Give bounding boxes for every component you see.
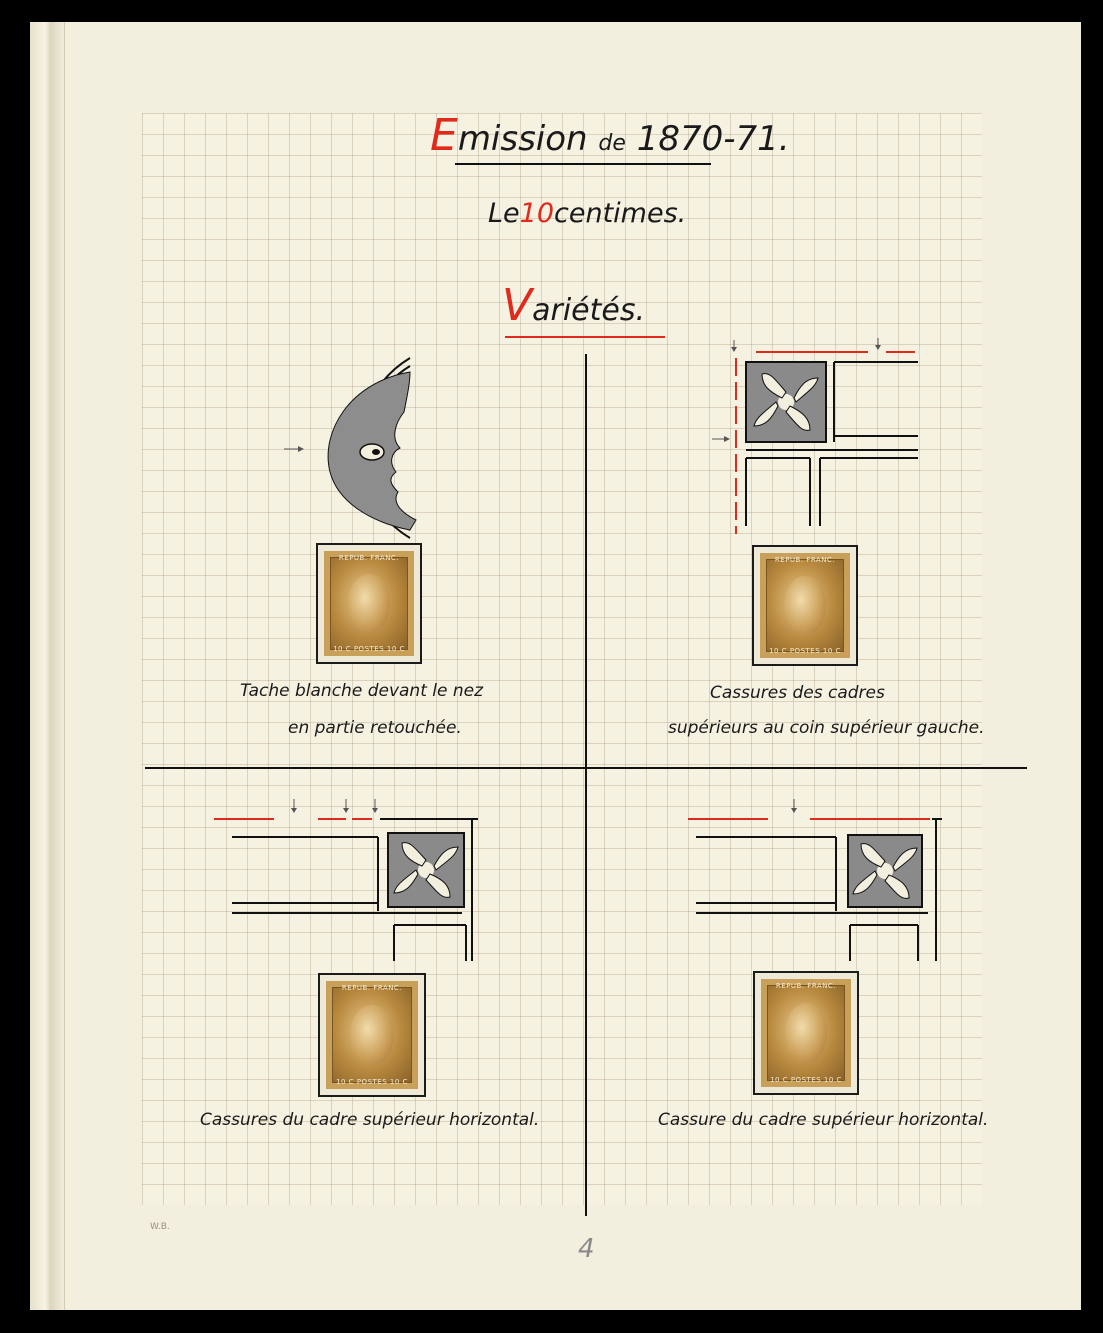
- title-underline: [455, 163, 711, 165]
- title-word: mission: [457, 119, 588, 159]
- title-initial: E: [430, 110, 458, 161]
- panel3-diagram: [210, 795, 480, 965]
- stamp-1: [318, 545, 420, 662]
- panel1-caption-line2: en partie retouchée.: [288, 718, 462, 738]
- section-underline: [505, 336, 665, 338]
- section-heading: [502, 280, 645, 331]
- panel4-diagram: [686, 795, 946, 965]
- denomination-value: 10: [519, 198, 555, 229]
- stamp-2-bottom: 10 C POSTES 10 C: [769, 647, 841, 655]
- ceres-portrait: [350, 1005, 394, 1065]
- stamp-1-bottom: 10 C POSTES 10 C: [333, 645, 405, 653]
- section-initial: V: [502, 280, 533, 331]
- maker-mark: W.B.: [150, 1222, 170, 1232]
- denomination-le: Le: [488, 198, 520, 229]
- title-year: 1870-71.: [636, 119, 790, 159]
- panel1-diagram: [280, 352, 420, 542]
- page-binding: [30, 22, 65, 1310]
- ceres-portrait: [785, 1003, 828, 1063]
- stamp-2-top: REPUB. FRANC.: [774, 556, 836, 564]
- stamp-3: [320, 975, 424, 1095]
- stamp-4-top: REPUB. FRANC.: [775, 982, 837, 990]
- denomination-heading: [488, 198, 686, 229]
- stamp-3-bottom: 10 C POSTES 10 C: [336, 1078, 408, 1086]
- stamp-4-bottom: 10 C POSTES 10 C: [770, 1076, 842, 1084]
- ceres-portrait: [348, 574, 391, 632]
- vertical-divider: [585, 354, 587, 1216]
- title-de: de: [598, 131, 626, 156]
- panel4-caption: Cassure du cadre supérieur horizontal.: [658, 1110, 989, 1130]
- page-title: [430, 110, 790, 161]
- stamp-2: [754, 547, 856, 664]
- stamp-1-top: REPUB. FRANC.: [338, 554, 400, 562]
- page-number: 4: [578, 1234, 595, 1264]
- section-word: ariétés.: [532, 293, 646, 328]
- panel1-caption-line1: Tache blanche devant le nez: [240, 681, 484, 701]
- denomination-unit: centimes.: [554, 198, 687, 229]
- panel2-caption-line1: Cassures des cadres: [710, 683, 885, 703]
- panel3-caption: Cassures du cadre supérieur horizontal.: [200, 1110, 540, 1130]
- ceres-portrait: [784, 576, 827, 634]
- stamp-3-top: REPUB. FRANC.: [341, 984, 403, 992]
- panel2-diagram: [710, 334, 925, 534]
- stamp-4: [755, 973, 857, 1093]
- horizontal-divider: [145, 767, 1027, 769]
- panel2-caption-line2: supérieurs au coin supérieur gauche.: [668, 718, 985, 738]
